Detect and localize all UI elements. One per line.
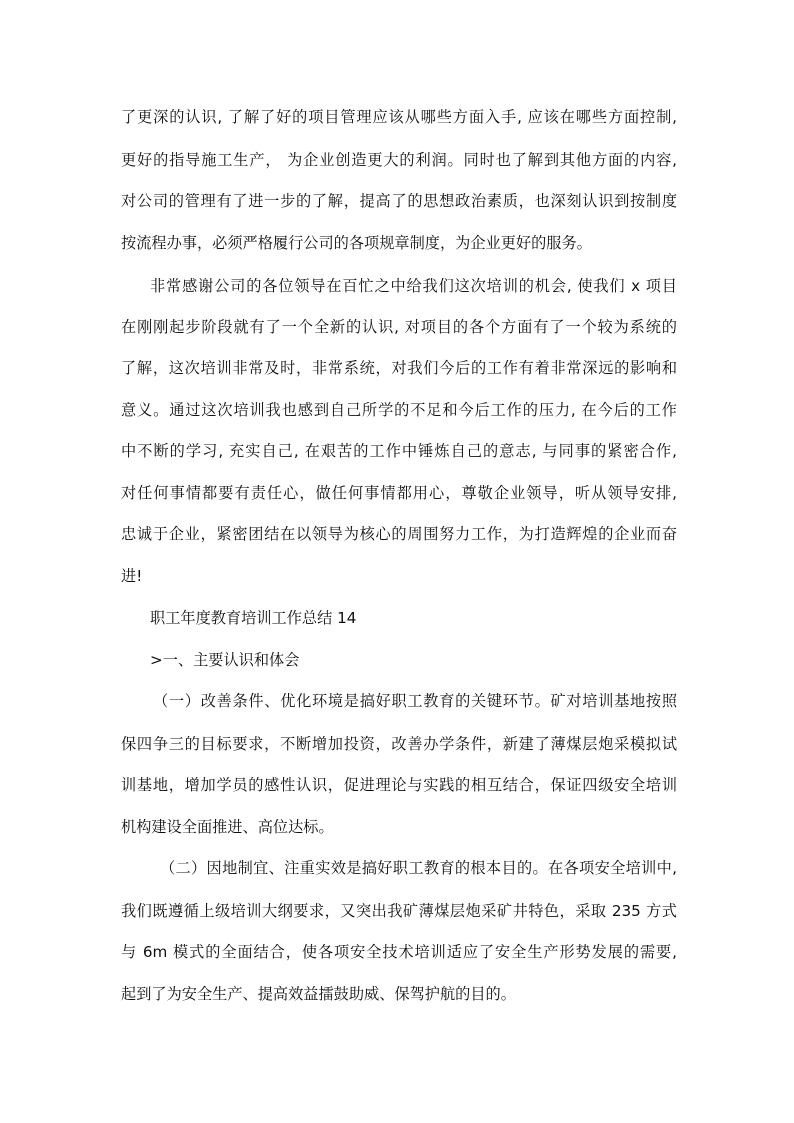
- paragraph-2-line-8: 进!: [121, 567, 143, 585]
- subheading: >一、主要认识和体会: [150, 651, 300, 669]
- paragraph-3-line-2: 保四争三的目标要求，不断增加投资，改善办学条件，新建了薄煤层炮采模拟试: [121, 735, 677, 753]
- paragraph-3-line-4: 机构建设全面推进、高位达标。: [121, 818, 334, 836]
- paragraph-2-line-1: 非常感谢公司的各位领导在百忙之中给我们这次培训的机会, 使我们 x 项目: [150, 277, 677, 295]
- section-title: 职工年度教育培训工作总结 14: [150, 609, 357, 627]
- paragraph-2-line-3: 了解，这次培训非常及时，非常系统，对我们今后的工作有着非常深远的影响和: [121, 359, 677, 377]
- paragraph-2-line-5: 中不断的学习, 充实自己, 在艰苦的工作中锤炼自己的意志, 与同事的紧密合作,: [121, 442, 677, 460]
- paragraph-4-line-4: 起到了为安全生产、提高效益擂鼓助威、保驾护航的目的。: [121, 985, 516, 1003]
- paragraph-3-line-1: （一）改善条件、优化环境是搞好职工教育的关键环节。矿对培训基地按照: [153, 692, 677, 710]
- paragraph-4-line-2: 我们既遵循上级培训大纲要求，又突出我矿薄煤层炮采矿井特色，采取 235 方式: [121, 902, 677, 920]
- paragraph-2-line-2: 在刚刚起步阶段就有了一个全新的认识, 对项目的各个方面有了一个较为系统的: [121, 318, 677, 336]
- paragraph-2-line-4: 意义。通过这次培训我也感到自己所学的不足和今后工作的压力, 在今后的工作: [121, 401, 677, 419]
- paragraph-1-line-4: 按流程办事，必须严格履行公司的各项规章制度，为企业更好的服务。: [121, 234, 592, 252]
- paragraph-4-line-3: 与 6m 模式的全面结合，使各项安全技术培训适应了安全生产形势发展的需要,: [121, 943, 677, 961]
- paragraph-1-line-1: 了更深的认识, 了解了好的项目管理应该从哪些方面入手, 应该在哪些方面控制,: [121, 108, 677, 126]
- paragraph-1-line-2: 更好的指导施工生产， 为企业创造更大的利润。同时也了解到其他方面的内容,: [121, 151, 677, 169]
- paragraph-4-line-1: （二）因地制宜、注重实效是搞好职工教育的根本目的。在各项安全培训中,: [160, 859, 677, 877]
- paragraph-2-line-6: 对任何事情都要有责任心，做任何事情都用心，尊敬企业领导，听从领导安排,: [121, 484, 677, 502]
- paragraph-2-line-7: 忠诚于企业，紧密团结在以领导为核心的周围努力工作，为打造辉煌的企业而奋: [121, 525, 677, 543]
- paragraph-1-line-3: 对公司的管理有了进一步的了解，提高了的思想政治素质，也深刻认识到按制度: [121, 192, 677, 210]
- paragraph-3-line-3: 训基地，增加学员的感性认识，促进理论与实践的相互结合，保证四级安全培训: [121, 776, 677, 794]
